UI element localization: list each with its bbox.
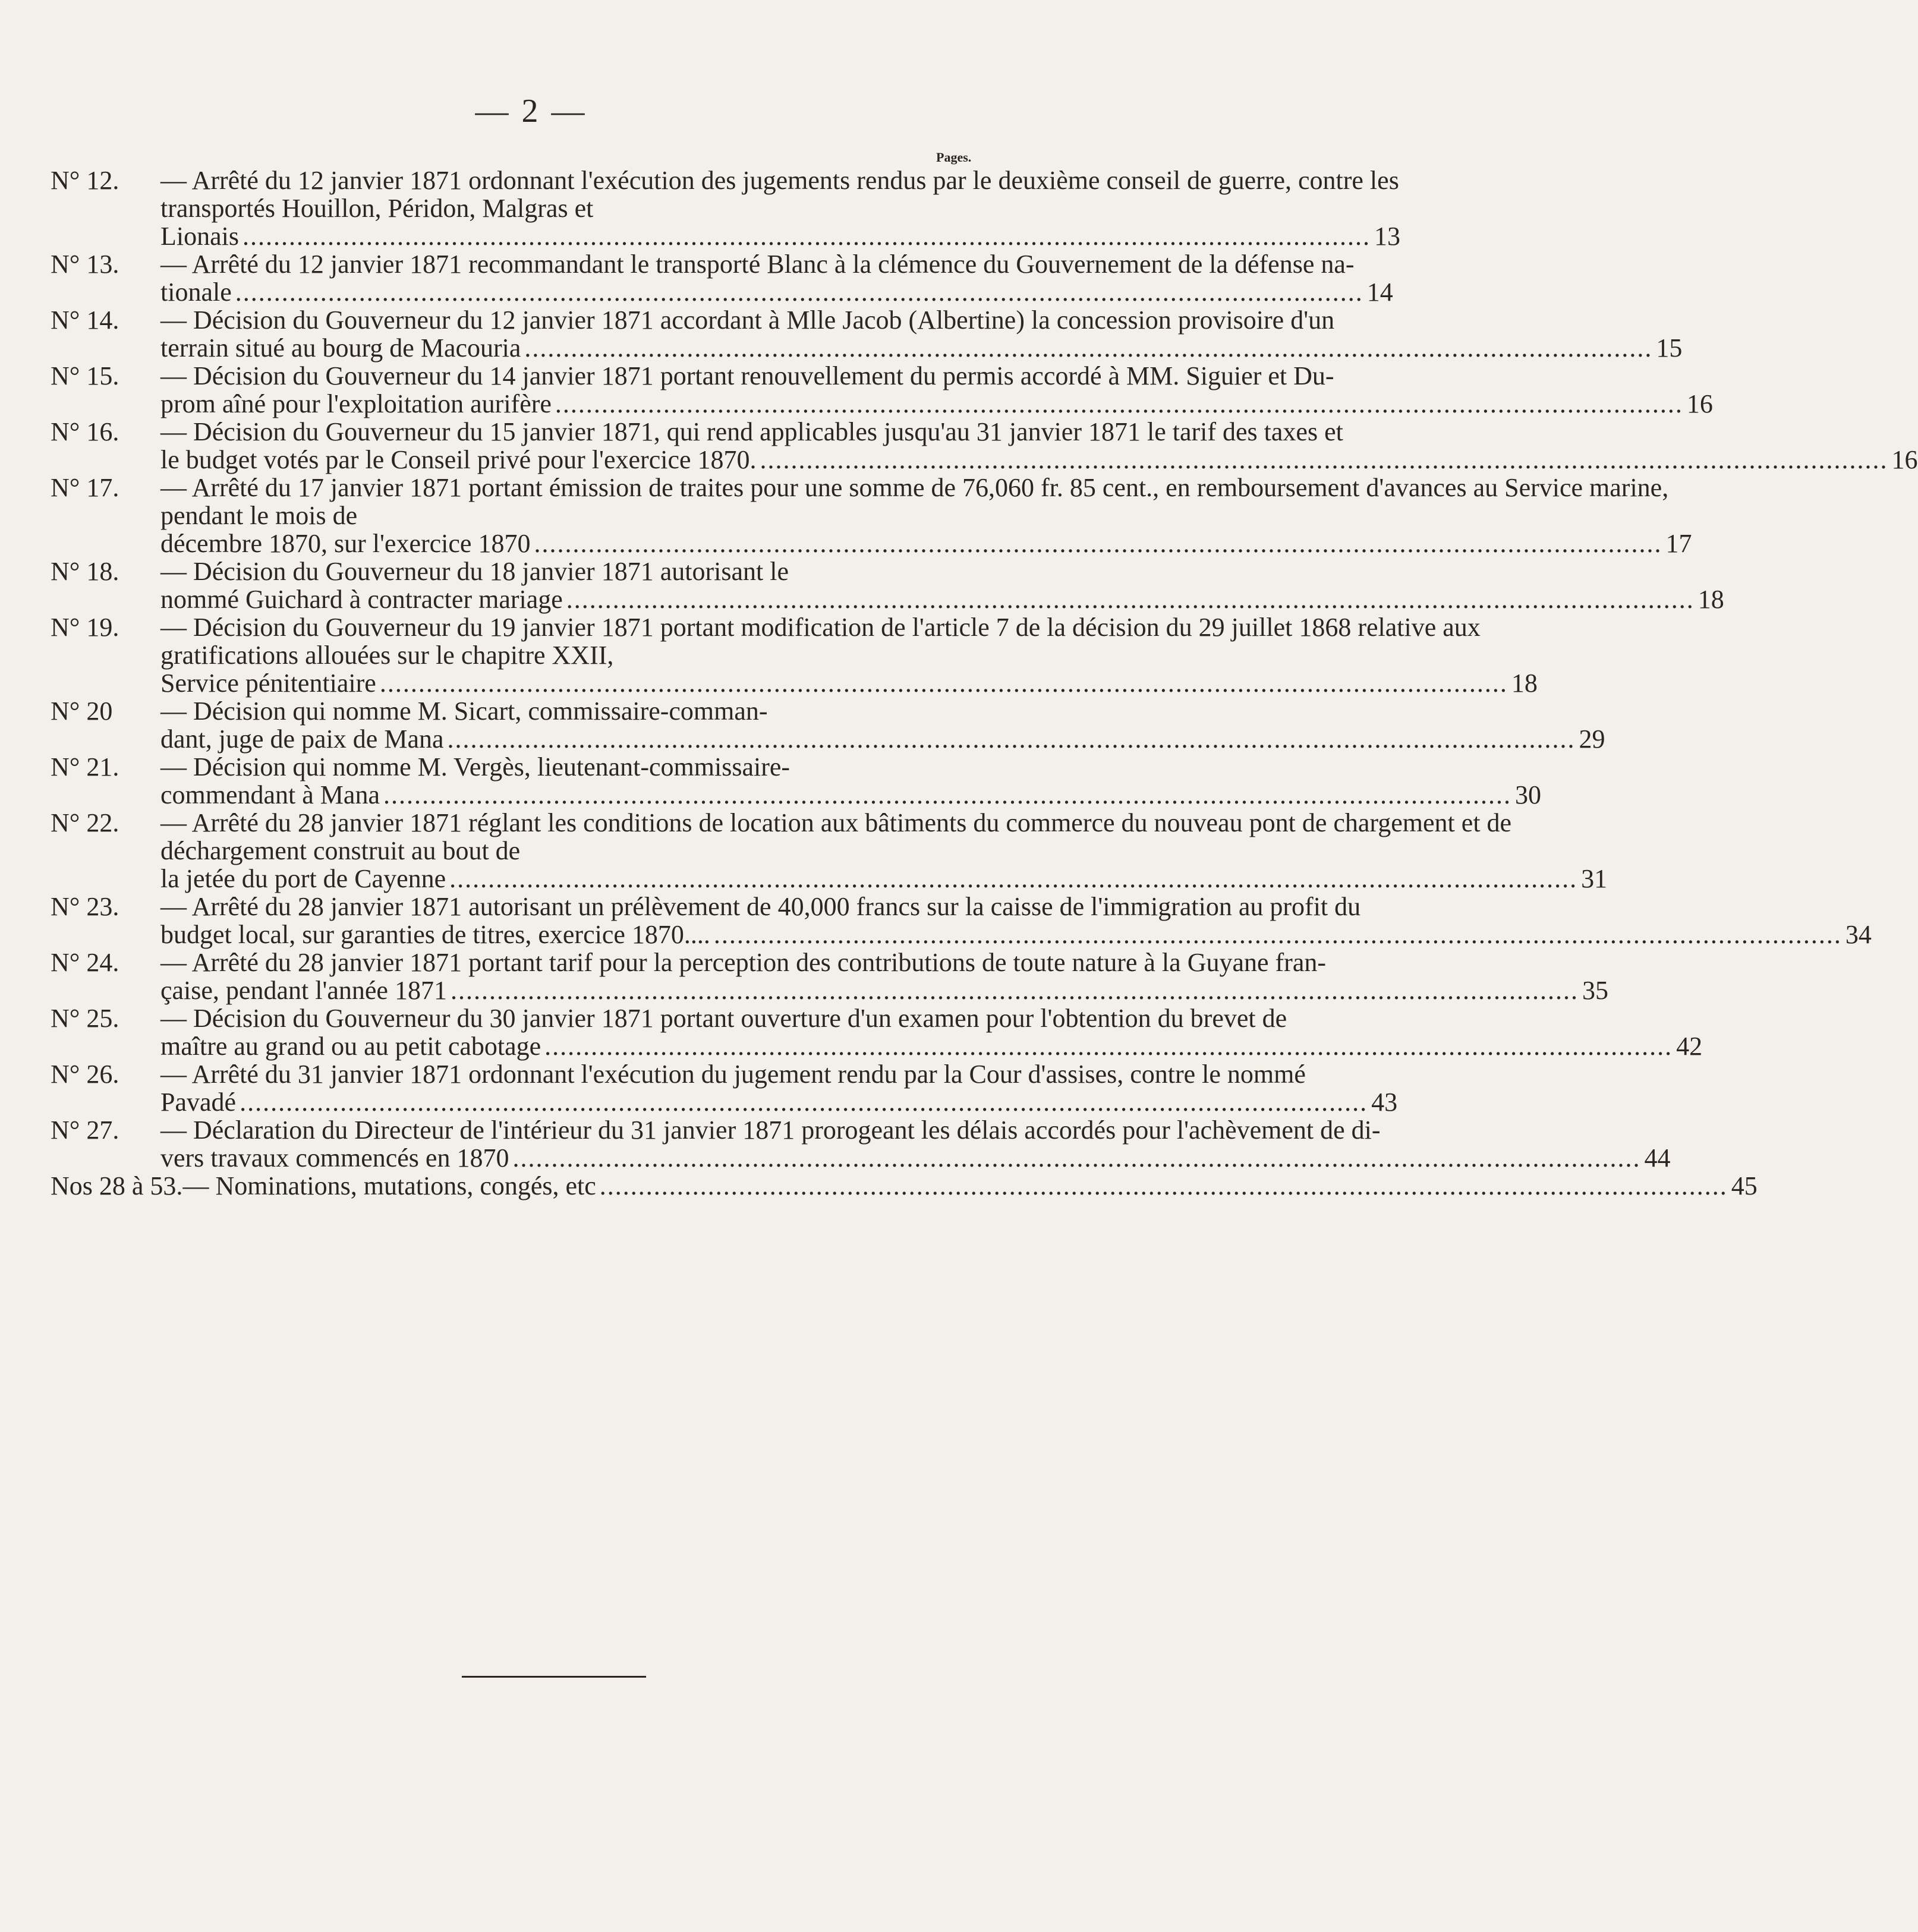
entry-last-text: — Nominations, mutations, congés, etc [182, 1171, 596, 1200]
entry-body [160, 697, 1605, 753]
entry-body [160, 557, 1724, 613]
entry-page: 42 [1676, 1032, 1703, 1061]
leader-dots [240, 1088, 1368, 1116]
entry-body [182, 1172, 1757, 1200]
leader-dots [544, 1032, 1673, 1060]
toc-entry [51, 808, 1608, 893]
leader-dots [534, 530, 1662, 557]
leader-dots [383, 781, 1511, 809]
entry-last-text: dant, juge de paix de Mana [160, 724, 444, 754]
entry-last-line [160, 1088, 1397, 1116]
toc-entry [51, 1060, 1398, 1117]
toc-entry [51, 613, 1538, 698]
entry-body [160, 613, 1538, 697]
leader-dots [555, 390, 1683, 418]
toc-entry [51, 473, 1692, 558]
entry-text: — Décision qui nomme M. Sicart, commissaire-comman- [160, 696, 768, 726]
leader-dots [566, 585, 1695, 613]
entry-last-text: tionale [160, 278, 232, 307]
entry-last-text: le budget votés par le Conseil privé pour l'exercice 1870. [160, 445, 757, 474]
entry-body [160, 306, 1682, 362]
entry-body [160, 753, 1541, 809]
entry-page: 44 [1644, 1143, 1671, 1173]
entry-page: 17 [1665, 529, 1692, 558]
entry-number: N° 12. [51, 166, 119, 195]
toc-entry [51, 696, 1605, 754]
entry-text: — Arrêté du 28 janvier 1871 portant tarif pour la perception des contributions de toute nature à la Guyane fran- [160, 948, 1327, 977]
entry-last-text: Lionais [160, 222, 239, 251]
entry-text: — Décision du Gouverneur du 30 janvier 1871 portant ouverture d'un examen pour l'obtention du brevet de [160, 1004, 1287, 1033]
leader-dots [760, 446, 1888, 474]
leader-dots [235, 278, 1363, 306]
entry-number: N° 14. [51, 305, 119, 335]
entry-number: N° 17. [51, 473, 119, 502]
entry-number: N° 26. [51, 1060, 119, 1089]
entry-last-line [160, 725, 1605, 753]
entry-number: N° 13. [51, 250, 119, 279]
entry-last-line [182, 1172, 1757, 1200]
toc-entry [51, 892, 1872, 949]
toc-entry [51, 1115, 1671, 1173]
entry-body [160, 948, 1608, 1004]
entry-text: — Décision du Gouverneur du 18 janvier 1871 autorisant le [160, 557, 789, 586]
entry-body [160, 1004, 1702, 1060]
entry-text: — Arrêté du 28 janvier 1871 réglant les conditions de location aux bâtiments du commerce du nouveau pont de chargement et de déchargement construit au bout de [160, 808, 1512, 865]
toc-entry [51, 948, 1608, 1005]
toc-entry [51, 1004, 1703, 1061]
entry-body [160, 474, 1692, 557]
entry-page: 45 [1731, 1171, 1758, 1200]
entry-page: 31 [1581, 864, 1608, 893]
entry-page: 15 [1656, 333, 1683, 363]
closing-rule [462, 1676, 646, 1678]
toc-entry [51, 305, 1683, 363]
entry-last-line [160, 278, 1393, 306]
entry-page: 13 [1374, 222, 1400, 251]
entry-last-line [160, 781, 1541, 809]
entry-last-line [160, 334, 1682, 362]
entry-number: N° 23. [51, 892, 119, 921]
entry-last-line [160, 921, 1872, 948]
entry-body [160, 166, 1400, 250]
toc-entry [51, 1171, 1758, 1200]
toc-entry [51, 361, 1713, 418]
entry-last-text: nommé Guichard à contracter mariage [160, 585, 563, 614]
entry-body [160, 362, 1713, 418]
entry-text: — Arrêté du 28 janvier 1871 autorisant un prélèvement de 40,000 francs sur la caisse de l'immigration au profit du [160, 892, 1361, 921]
leader-dots [449, 865, 1577, 893]
entry-last-text: maître au grand ou au petit cabotage [160, 1032, 541, 1061]
entry-text: — Arrêté du 31 janvier 1871 ordonnant l'exécution du jugement rendu par la Cour d'assises, contre le nommé [160, 1060, 1306, 1089]
entry-body [160, 250, 1393, 306]
entry-last-line [160, 865, 1607, 893]
entry-text: — Décision du Gouverneur du 15 janvier 1871, qui rend applicables jusqu'au 31 janvier 1871 le tarif des taxes et [160, 417, 1343, 446]
toc-entry [51, 557, 1724, 614]
toc-entry [51, 250, 1393, 307]
entry-text: — Décision du Gouverneur du 19 janvier 1871 portant modification de l'article 7 de la décision du 29 juillet 1868 relative aux gratifications allouées sur le chapitre XXII, [160, 613, 1481, 670]
entry-page: 16 [1891, 445, 1918, 474]
toc-entry [51, 752, 1541, 809]
entry-text: — Décision du Gouverneur du 12 janvier 1871 accordant à Mlle Jacob (Albertine) la concession provisoire d'un [160, 305, 1335, 335]
entry-body [160, 1060, 1397, 1116]
entry-last-text: prom aîné pour l'exploitation aurifère [160, 389, 552, 418]
leader-dots [512, 1144, 1640, 1172]
entry-page: 43 [1371, 1088, 1398, 1117]
leader-dots [714, 921, 1842, 948]
entry-text: — Arrêté du 12 janvier 1871 recommandant le transporté Blanc à la clémence du Gouvernement de la défense na- [160, 250, 1355, 279]
entry-last-line [160, 976, 1608, 1004]
entry-last-text: commendant à Mana [160, 780, 380, 809]
entry-last-text: budget local, sur garanties de titres, exercice 1870.... [160, 920, 710, 949]
toc-entry [51, 417, 1918, 474]
leader-dots [380, 669, 1508, 697]
entry-number: N° 18. [51, 557, 119, 586]
entry-number: N° 25. [51, 1004, 119, 1033]
entry-text: — Arrêté du 17 janvier 1871 portant émission de traites pour une somme de 76,060 fr. 85 cent., en remboursement d'avances au Service marine, pendant le mois de [160, 473, 1669, 530]
table-of-contents [51, 166, 1918, 1200]
entry-number: N° 24. [51, 948, 119, 977]
entry-page: 29 [1579, 724, 1605, 754]
entry-text: — Décision qui nomme M. Vergès, lieutenant-commissaire- [160, 752, 790, 781]
entry-page: 34 [1845, 920, 1872, 949]
entry-number: N° 19. [51, 613, 119, 642]
entry-page: 30 [1514, 780, 1541, 809]
entry-number: N° 16. [51, 417, 119, 446]
entry-body [160, 418, 1918, 474]
entry-page: 18 [1511, 669, 1538, 698]
entry-last-line [160, 669, 1538, 697]
entry-number: N° 21. [51, 752, 119, 781]
entry-text: — Déclaration du Directeur de l'intérieur du 31 janvier 1871 prorogeant les délais accordés pour l'achèvement de di- [160, 1115, 1381, 1145]
leader-dots [451, 976, 1579, 1004]
entry-last-text: décembre 1870, sur l'exercice 1870 [160, 529, 531, 558]
entry-last-text: la jetée du port de Cayenne [160, 864, 446, 893]
entry-page: 14 [1366, 278, 1393, 307]
entry-last-line [160, 1144, 1670, 1172]
entry-text: — Arrêté du 12 janvier 1871 ordonnant l'exécution des jugements rendus par le deuxième conseil de guerre, contre les transportés Houillon, Péridon, Malgras et [160, 166, 1399, 223]
leader-dots [524, 334, 1652, 362]
entry-last-text: vers travaux commencés en 1870 [160, 1143, 509, 1173]
entry-last-line [160, 446, 1918, 474]
entry-text: — Décision du Gouverneur du 14 janvier 1871 portant renouvellement du permis accordé à MM. Siguier et Du- [160, 361, 1334, 390]
entry-last-line [160, 585, 1724, 613]
entry-last-text: çaise, pendant l'année 1871 [160, 976, 447, 1005]
entry-last-line [160, 1032, 1702, 1060]
entry-number: N° 15. [51, 361, 119, 390]
entry-body [160, 893, 1872, 948]
entry-page: 16 [1686, 389, 1713, 418]
leader-dots [242, 222, 1371, 250]
leader-dots [600, 1172, 1728, 1200]
entry-number: Nos 28 à 53. [51, 1171, 183, 1200]
entry-last-line [160, 530, 1692, 557]
entry-last-text: terrain situé au bourg de Macouria [160, 333, 521, 363]
entry-body [160, 1116, 1670, 1172]
entry-last-line [160, 390, 1713, 418]
entry-last-text: Service pénitentiaire [160, 669, 376, 698]
entry-last-line [160, 222, 1400, 250]
entry-page: 35 [1582, 976, 1608, 1005]
entry-last-text: Pavadé [160, 1088, 237, 1117]
entry-page: 18 [1697, 585, 1724, 614]
entry-number: N° 22. [51, 808, 119, 837]
entry-number: N° 27. [51, 1115, 119, 1145]
entry-number: N° 20 [51, 696, 113, 726]
pages-column-header: Pages. [936, 150, 972, 165]
entry-body [160, 809, 1607, 893]
toc-entry [51, 166, 1400, 251]
page-number: — 2 — [475, 93, 587, 130]
leader-dots [448, 725, 1576, 753]
